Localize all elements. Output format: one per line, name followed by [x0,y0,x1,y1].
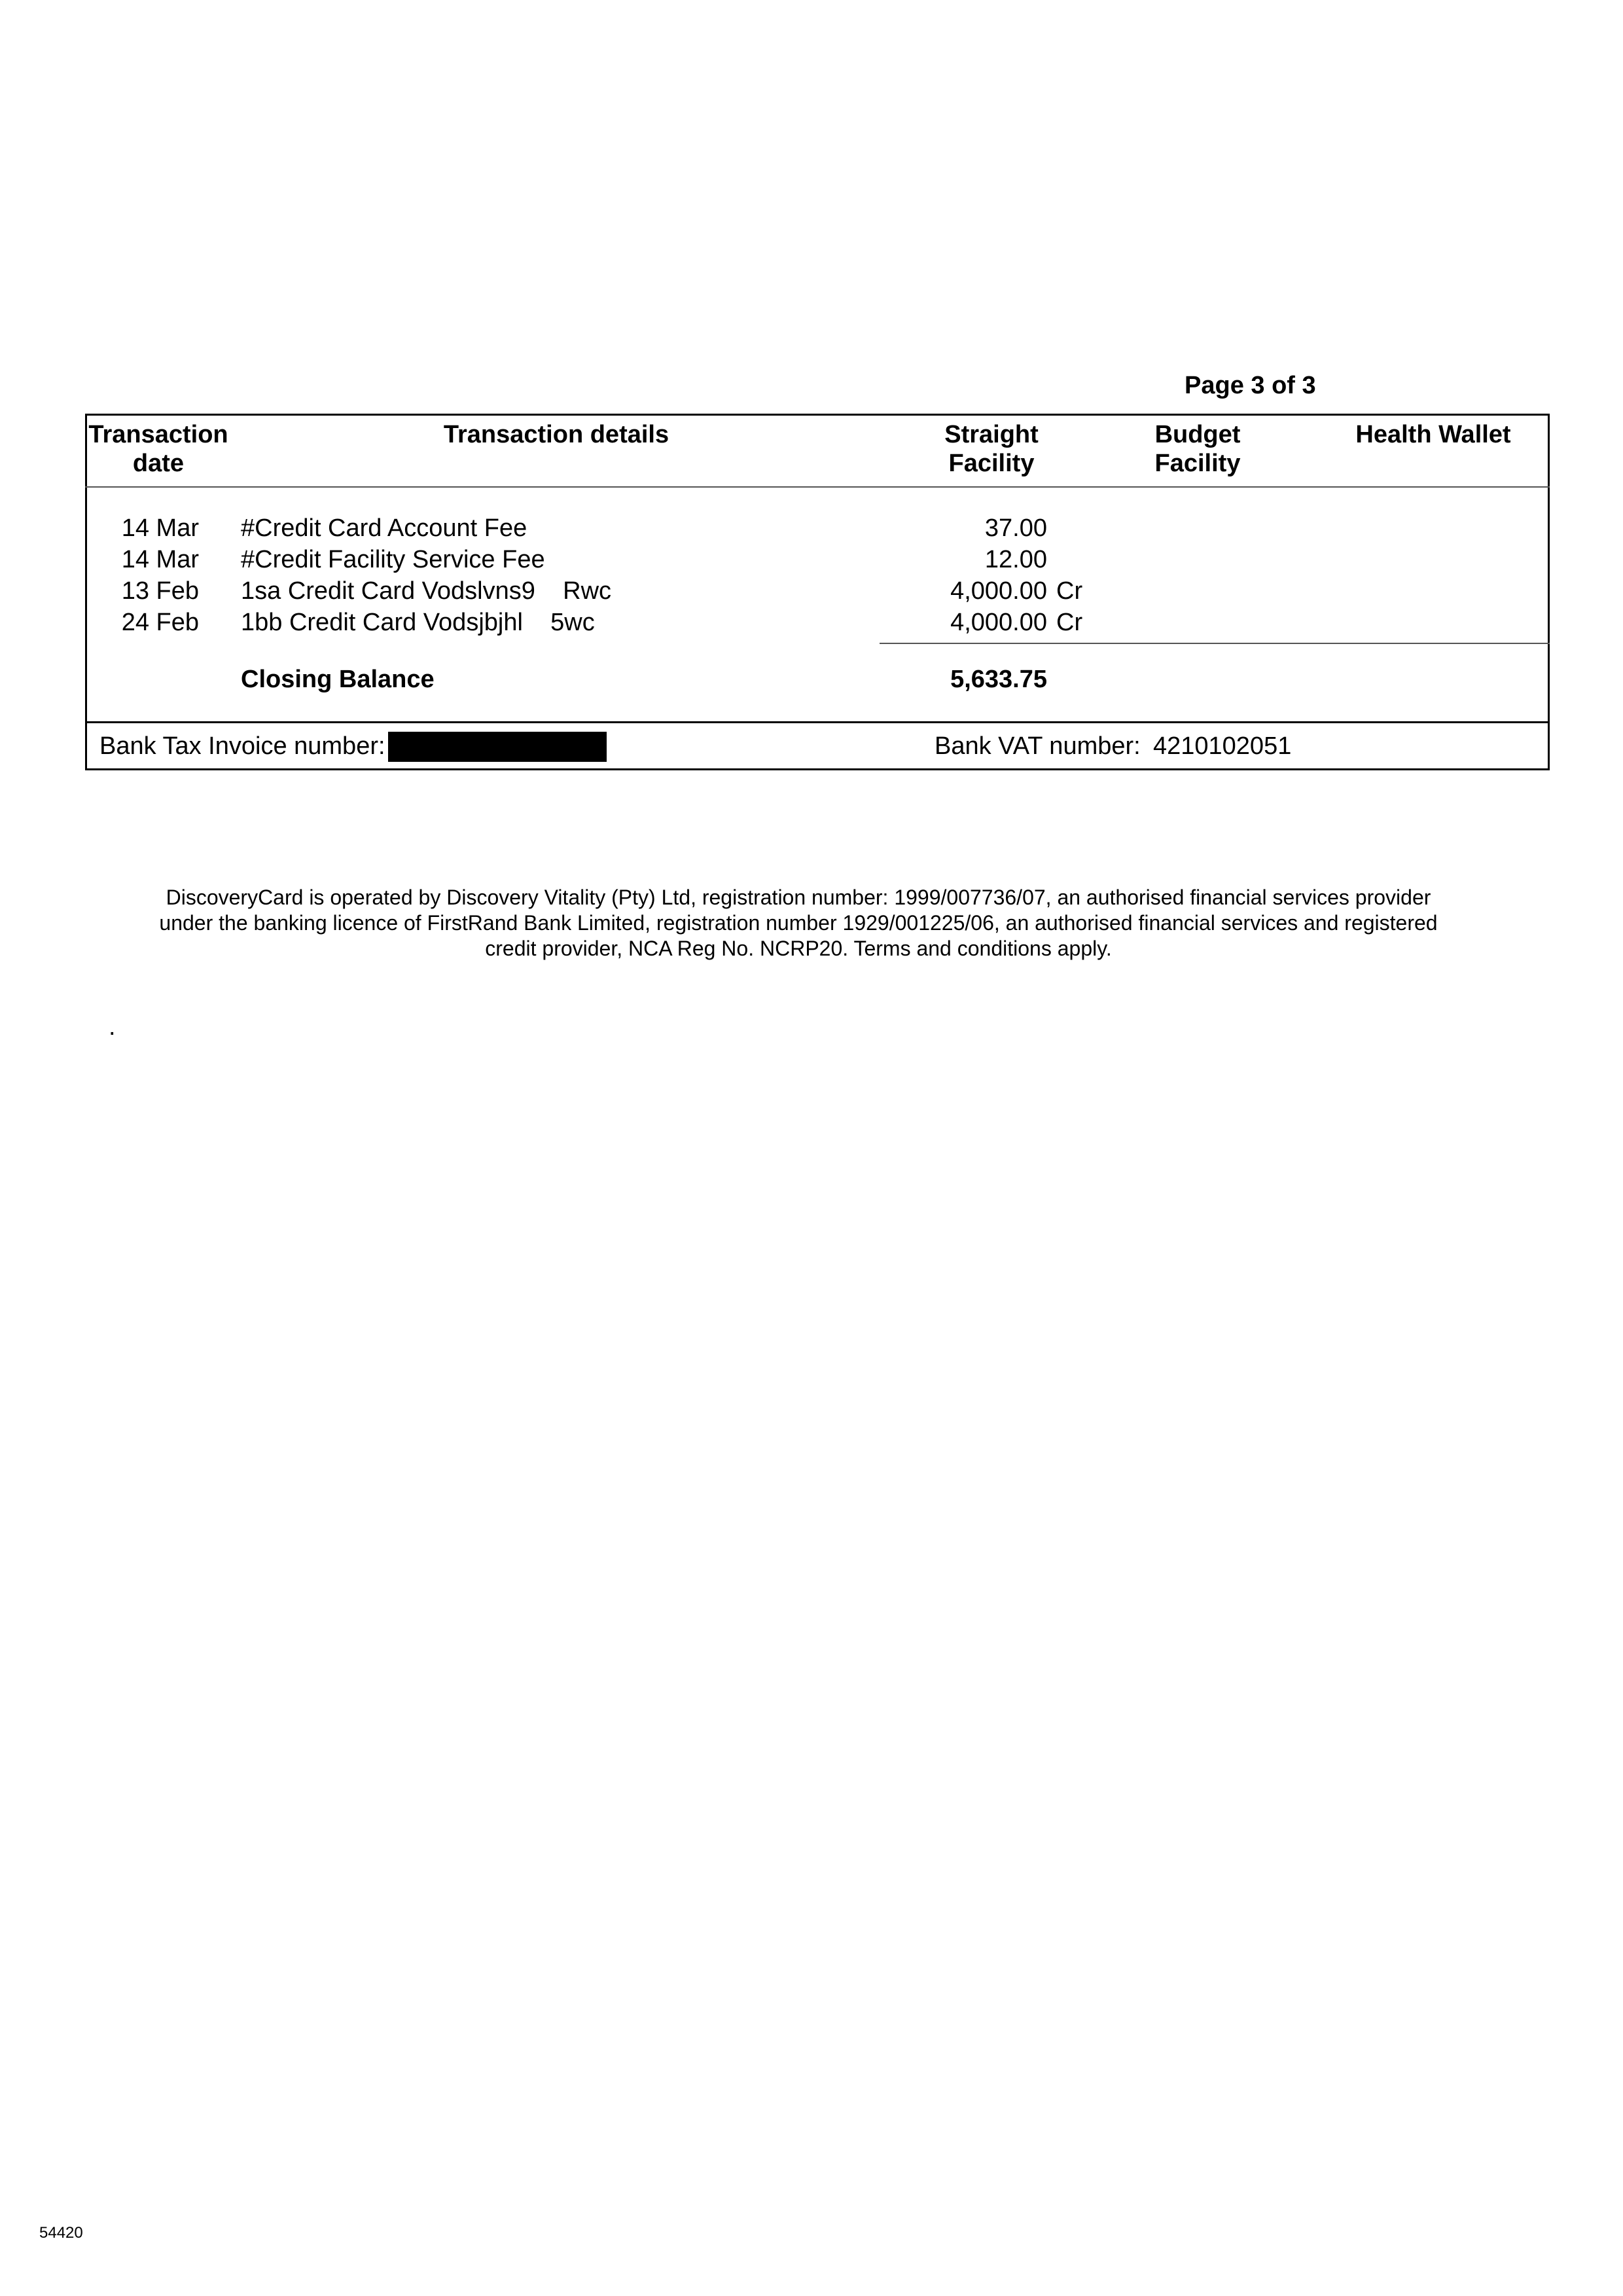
document-code: 54420 [39,2224,83,2242]
redacted-invoice-number [388,732,607,762]
row-4-suffix: Cr [1056,609,1083,636]
row-4-amount: 4,000.00 [950,609,1047,636]
row-2-amount: 12.00 [984,546,1047,573]
row-1-amount: 37.00 [984,514,1047,542]
bank-vat-label: Bank VAT number: [935,732,1141,760]
row-2-date: 14 Mar [121,546,199,573]
footer-line-2: under the banking licence of FirstRand Bank Limited, registration number 1929/001225/06, an authorised financial services and registered [159,911,1438,935]
footer-disclaimer [85,885,1512,961]
header-straight-facility [897,420,1086,478]
header-divider [85,486,1550,488]
row-4-details: 1bb Credit Card Vodsjbjhl 5wc [241,609,595,636]
header-budget-facility [1113,420,1283,478]
closing-balance-amount: 5,633.75 [950,666,1047,693]
footer-line-3: credit provider, NCA Reg No. NCRP20. Terms and conditions apply. [485,937,1112,960]
header-budget-line2: Facility [1154,450,1241,477]
row-1-details: #Credit Card Account Fee [241,514,527,542]
row-3-details: 1sa Credit Card Vodslvns9 Rwc [241,577,612,605]
header-transaction-date-line2: date [132,450,185,477]
header-budget-line1: Budget [1154,421,1241,448]
header-straight-line1: Straight [944,421,1039,448]
header-straight-line2: Facility [948,450,1035,477]
bank-tax-invoice-label: Bank Tax Invoice number: [99,732,385,760]
stray-mark: . [109,1013,116,1041]
page-number: Page 3 of 3 [1185,372,1316,399]
amount-underline [880,643,1550,644]
row-3-amount: 4,000.00 [950,577,1047,605]
row-3-date: 13 Feb [121,577,199,605]
bank-vat-number: 4210102051 [1153,732,1292,760]
header-health-wallet: Health Wallet [1355,421,1511,448]
header-transaction-date [88,420,229,478]
closing-balance-label: Closing Balance [241,666,435,693]
header-transaction-details: Transaction details [443,421,669,448]
row-4-date: 24 Feb [121,609,199,636]
row-3-suffix: Cr [1056,577,1083,605]
row-2-details: #Credit Facility Service Fee [241,546,545,573]
footer-line-1: DiscoveryCard is operated by Discovery Vitality (Pty) Ltd, registration number: 1999/007736/07, an authorised financial services provider [166,886,1431,909]
row-1-date: 14 Mar [121,514,199,542]
header-transaction-date-line1: Transaction [88,421,228,448]
